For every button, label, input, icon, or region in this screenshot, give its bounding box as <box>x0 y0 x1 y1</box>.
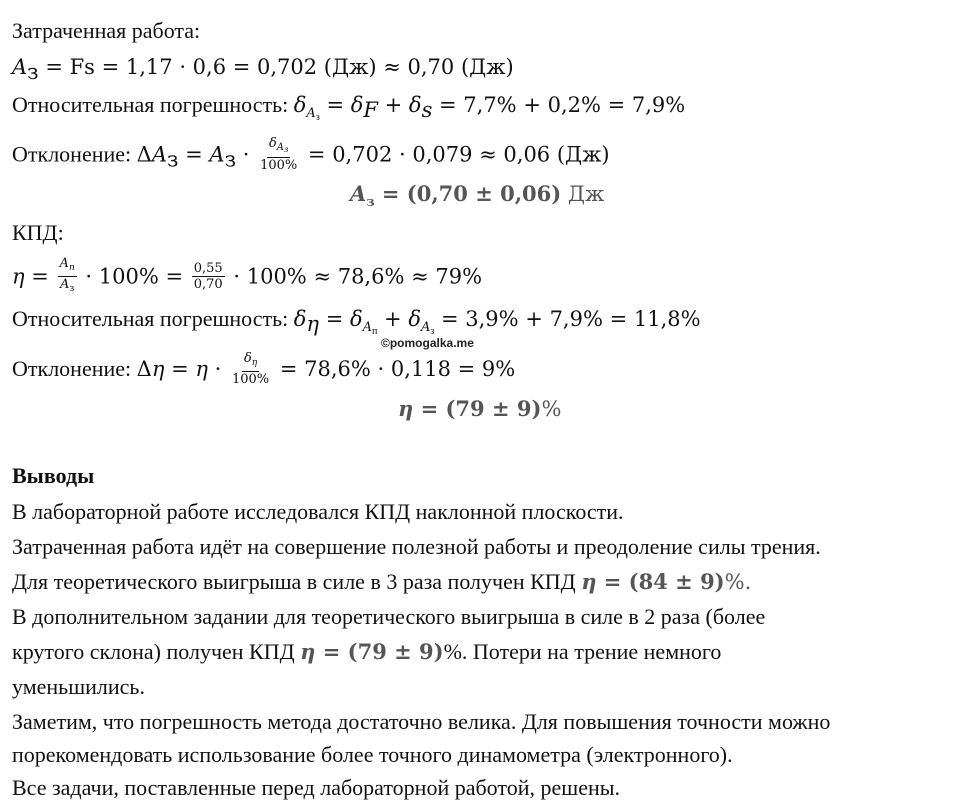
conclusions-heading: Выводы <box>12 463 95 488</box>
conclusion-p1: В лабораторной работе исследовался КПД наклонной плоскости. <box>12 499 624 524</box>
kpd-relative-error: Относительная погрешность: $\delta_\eta = \delta_{A_п} + \delta_{A_з} = 3,9\% + 7,9\% = 11,8\%$ <box>12 306 701 337</box>
kpd-title: КПД: <box>12 220 64 245</box>
conclusion-p4-line2: крутого склона) получен КПД η = (79 ± 9)%. Потери на трение немного <box>12 639 722 664</box>
conclusion-p2: Затраченная работа идёт на совершение полезной работы и преодоление силы трения. <box>12 534 821 559</box>
work-result: $A_з = (0,70 \pm 0,06)$ Дж <box>350 181 605 210</box>
work-deviation: Отклонение: $\Delta A_з = A_з$ · $\frac{\delta_{A_з}}{100\%}$ = 0,702 · 0,079 ≈ 0,06 (Дж) <box>12 136 610 173</box>
work-dev-tail: = 0,702 · 0,079 ≈ 0,06 (Дж) <box>301 142 610 167</box>
conclusion-p5-line2: порекомендовать использование более точного динамометра (электронного). <box>12 742 733 767</box>
conclusion-p4-line3: уменьшились. <box>12 674 145 699</box>
conclusion-p3: Для теоретического выигрыша в силе в 3 раза получен КПД η = (84 ± 9)%. <box>12 569 752 594</box>
watermark: ©pomogalka.me <box>381 336 474 350</box>
work-rel-label: Относительная погрешность: <box>12 92 294 117</box>
work-dev-fraction: $\frac{\delta_{A_з}}{100\%}$ <box>260 136 298 173</box>
work-relative-error: Относительная погрешность: $\delta_{A_з} = \delta_F + \delta_s = 7,7\% + 0,2\% = 7,9\%$ <box>12 92 686 123</box>
conclusion-p6: Все задачи, поставленные перед лабораторной работой, решены. <box>12 775 621 800</box>
work-title: Затраченная работа: <box>12 18 201 43</box>
work-formula: $A_з = Fs = 1,17 \cdot 0,6 = 0,702$ (Дж) ≈ 0,70 (Дж) <box>12 55 514 84</box>
kpd-fraction-2: $\frac{0,55}{0,70}$ <box>193 261 223 292</box>
kpd-result: η = (79 ± 9)% <box>398 396 562 421</box>
kpd-fraction-1: $\frac{A_п}{A_з}$ <box>59 256 75 294</box>
conclusion-p5-line1: Заметим, что погрешность метода достаточно велика. Для повышения точности можно <box>12 709 831 734</box>
kpd-dev-fraction: $\frac{\delta_\eta}{100\%}$ <box>231 351 270 387</box>
kpd-deviation: Отклонение: Δη = η · $\frac{\delta_\eta}{100\%}$ = 78,6% · 0,118 = 9% <box>12 351 516 387</box>
conclusion-p4-line1: В дополнительном задании для теоретического выигрыша в силе в 2 раза (более <box>12 604 766 629</box>
kpd-formula: η = $\frac{A_п}{A_з}$ · 100% = $\frac{0,55}{0,70}$ · 100% ≈ 78,6% ≈ 79% <box>12 258 482 299</box>
work-formula-rest: = Fs = 1,17 · 0,6 = 0,702 (Дж) ≈ 0,70 (Дж) <box>38 55 514 79</box>
work-rel-tail: = 7,7% + 0,2% = 7,9% <box>432 93 686 117</box>
work-dev-label: Отклонение: <box>12 141 137 167</box>
